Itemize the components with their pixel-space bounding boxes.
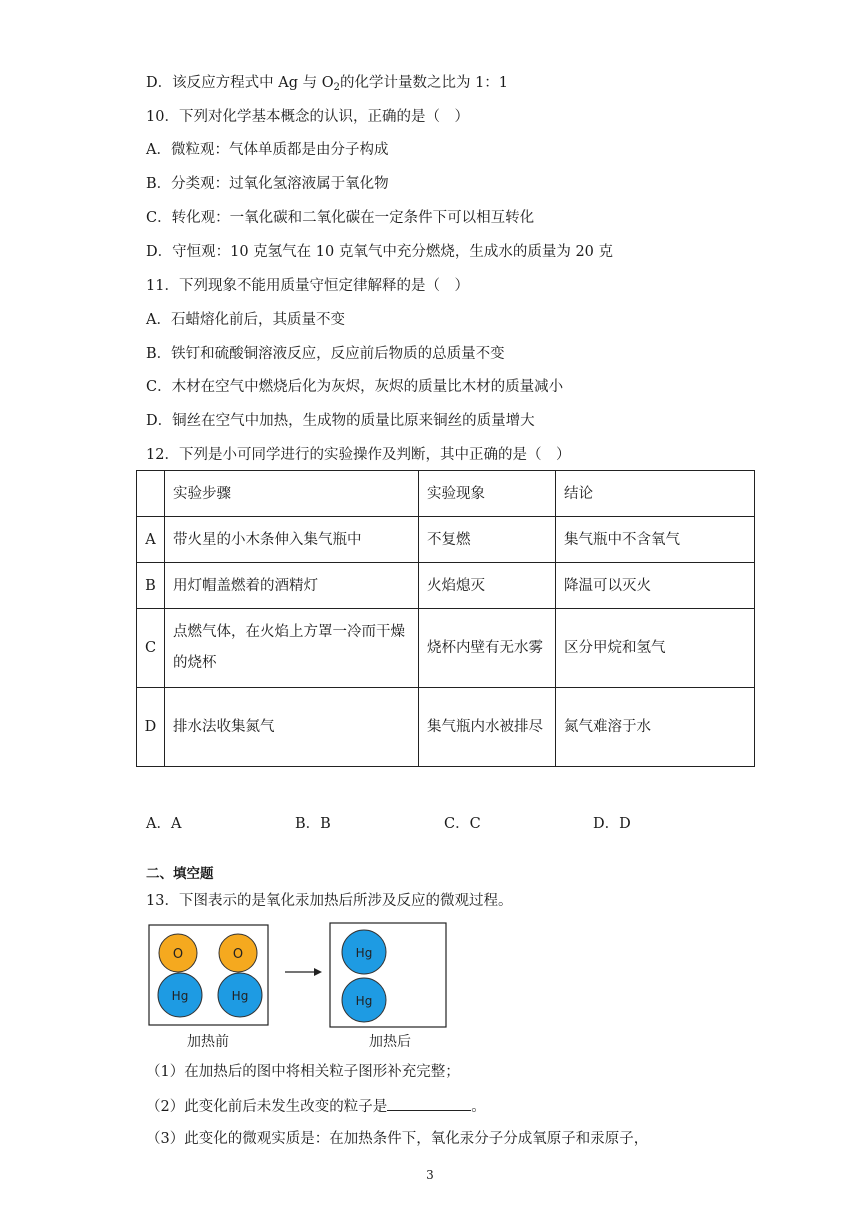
q12-answer-a: A．A — [146, 816, 182, 832]
row-conclusion: 氮气难溶于水 — [556, 688, 755, 767]
q13-sub1: （1）在加热后的图中将相关粒子图形补充完整； — [146, 1064, 460, 1080]
label-after: 加热后 — [369, 1034, 411, 1050]
reaction-diagram — [140, 920, 460, 1050]
page-number: 3 — [426, 1168, 434, 1182]
q12-stem: 12．下列是小可同学进行的实验操作及判断，其中正确的是（ ） — [146, 447, 571, 463]
oxygen-atom-label: O — [172, 947, 184, 962]
row-label: A — [137, 517, 165, 563]
row-conclusion: 降温可以灭火 — [556, 563, 755, 609]
q12-answer-c: C．C — [444, 816, 481, 832]
row-step: 用灯帽盖燃着的酒精灯 — [165, 563, 419, 609]
q10-option-a: A．微粒观：气体单质都是由分子构成 — [146, 142, 389, 158]
row-phenomenon: 集气瓶内水被排尽 — [419, 688, 556, 767]
row-conclusion: 区分甲烷和氢气 — [556, 609, 755, 688]
row-label: B — [137, 563, 165, 609]
q11-option-b: B．铁钉和硫酸铜溶液反应，反应前后物质的总质量不变 — [146, 346, 505, 362]
q13-sub2: （2）此变化前后未发生改变的粒子是 。 — [146, 1096, 486, 1117]
row-conclusion: 集气瓶中不含氧气 — [556, 517, 755, 563]
table-row — [137, 563, 755, 609]
row-label: C — [137, 609, 165, 688]
q11-stem: 11．下列现象不能用质量守恒定律解释的是（ ） — [146, 278, 469, 294]
answer-blank[interactable] — [387, 1096, 471, 1111]
table-row — [137, 517, 755, 563]
row-phenomenon: 不复燃 — [419, 517, 556, 563]
q10-option-b: B．分类观：过氧化氢溶液属于氧化物 — [146, 176, 389, 192]
row-step: 排水法收集氮气 — [165, 688, 419, 767]
oxygen-atom-label: O — [232, 947, 244, 962]
mercury-atom-label: Hg — [231, 989, 249, 1003]
experiment-table — [136, 470, 755, 767]
table-header-phenomenon: 实验现象 — [419, 471, 556, 517]
table-header-blank — [137, 471, 165, 517]
row-phenomenon: 烧杯内壁有无水雾 — [419, 609, 556, 688]
label-before: 加热前 — [187, 1034, 229, 1050]
row-step: 带火星的小木条伸入集气瓶中 — [165, 517, 419, 563]
q11-option-c: C．木材在空气中燃烧后化为灰烬，灰烬的质量比木材的质量减小 — [146, 379, 564, 395]
arrowhead-icon — [314, 968, 322, 976]
q12-answer-d: D．D — [593, 816, 631, 832]
q13-stem: 13．下图表示的是氧化汞加热后所涉及反应的微观过程。 — [146, 893, 513, 909]
q13-sub3: （3）此变化的微观实质是：在加热条件下，氧化汞分子分成氧原子和汞原子， — [146, 1131, 649, 1147]
q12-answer-b: B．B — [295, 816, 331, 832]
q10-stem: 10．下列对化学基本概念的认识，正确的是（ ） — [146, 109, 469, 125]
mercury-atom-label: Hg — [171, 989, 189, 1003]
q11-option-d: D．铜丝在空气中加热，生成物的质量比原来铜丝的质量增大 — [146, 413, 535, 429]
q9-option-d: D．该反应方程式中 Ag 与 $O_2$的化学计量数之比为 1：1 — [146, 75, 509, 93]
row-phenomenon: 火焰熄灭 — [419, 563, 556, 609]
mercury-atom-label: Hg — [355, 994, 373, 1008]
mercury-atom-label: Hg — [355, 946, 373, 960]
table-header-step: 实验步骤 — [165, 471, 419, 517]
table-header-conclusion: 结论 — [556, 471, 755, 517]
table-header-row — [137, 471, 755, 517]
table-row — [137, 609, 755, 688]
row-step: 点燃气体，在火焰上方罩一冷而干燥的烧杯 — [165, 609, 419, 688]
section-title: 二、填空题 — [146, 866, 214, 882]
table-row — [137, 688, 755, 767]
row-label: D — [137, 688, 165, 767]
q11-option-a: A．石蜡熔化前后，其质量不变 — [146, 312, 345, 328]
q10-option-d: D．守恒观：10 克氢气在 10 克氧气中充分燃烧，生成水的质量为 20 克 — [146, 244, 614, 260]
q10-option-c: C．转化观：一氧化碳和二氧化碳在一定条件下可以相互转化 — [146, 210, 535, 226]
